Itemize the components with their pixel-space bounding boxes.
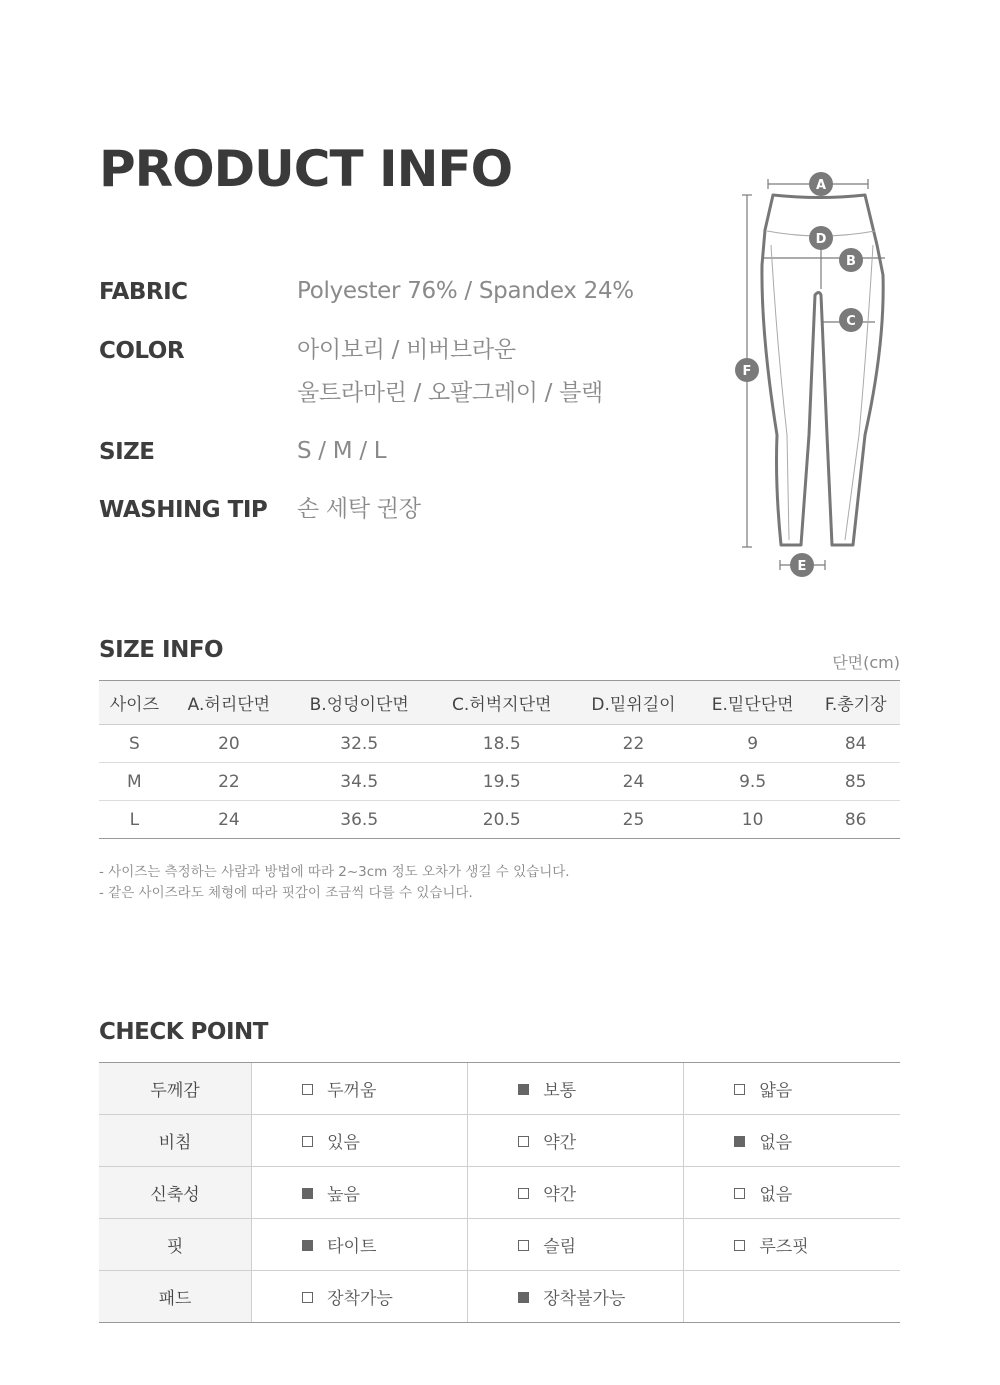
table-row (99, 801, 900, 839)
check-option-label: 없음 (759, 1185, 793, 1205)
size-cell: 9 (694, 725, 811, 763)
check-option-label: 보통 (543, 1081, 577, 1101)
size-column-header: E.밑단단면 (694, 681, 811, 725)
check-option (684, 1271, 900, 1323)
check-option-label: 약간 (543, 1133, 577, 1153)
checked-box-icon (302, 1240, 313, 1251)
check-category: 핏 (99, 1219, 252, 1271)
table-row (99, 763, 900, 801)
size-cell: 24 (170, 801, 288, 839)
check-category: 비침 (99, 1115, 252, 1167)
page-title: PRODUCT INFO (99, 140, 513, 198)
washing-label: WASHING TIP (99, 497, 268, 523)
unchecked-box-icon (302, 1084, 313, 1095)
table-row (99, 1219, 900, 1271)
check-option (684, 1219, 900, 1271)
unchecked-box-icon (734, 1188, 745, 1199)
marker-d-label: D (815, 232, 827, 247)
checked-box-icon (518, 1292, 529, 1303)
unchecked-box-icon (518, 1136, 529, 1147)
table-row (99, 1167, 900, 1219)
table-row (99, 1115, 900, 1167)
size-cell: 22 (170, 763, 288, 801)
check-option (252, 1115, 468, 1167)
check-option (468, 1115, 684, 1167)
check-option (684, 1115, 900, 1167)
check-point-body (99, 1063, 900, 1323)
size-column-header: D.밑위길이 (573, 681, 694, 725)
check-option (252, 1063, 468, 1115)
size-cell: 84 (811, 725, 900, 763)
color-label: COLOR (99, 338, 185, 364)
size-notes (99, 862, 570, 904)
check-option (252, 1167, 468, 1219)
washing-value: 손 세탁 권장 (297, 496, 421, 522)
unchecked-box-icon (518, 1188, 529, 1199)
size-cell: 85 (811, 763, 900, 801)
check-option-label: 있음 (327, 1133, 360, 1153)
check-option (252, 1219, 468, 1271)
unchecked-box-icon (302, 1292, 313, 1303)
size-unit: 단면(cm) (832, 653, 900, 672)
check-option (252, 1271, 468, 1323)
size-note: - 같은 사이즈라도 체형에 따라 핏감이 조금씩 다를 수 있습니다. (99, 885, 473, 901)
unchecked-box-icon (734, 1240, 745, 1251)
table-row (99, 1271, 900, 1323)
color-line-2: 울트라마린 / 오팔그레이 / 블랙 (297, 380, 603, 406)
size-column-header: A.허리단면 (170, 681, 288, 725)
size-cell: L (99, 801, 170, 839)
size-cell: 22 (573, 725, 694, 763)
marker-f-label: F (742, 364, 752, 379)
check-option-label: 얇음 (759, 1081, 793, 1101)
color-row (99, 338, 659, 415)
size-label: SIZE (99, 439, 155, 465)
size-column-header: B.엉덩이단면 (288, 681, 430, 725)
check-option (684, 1063, 900, 1115)
marker-c-label: C (846, 314, 856, 329)
check-option (468, 1271, 684, 1323)
size-info-title: SIZE INFO (99, 637, 224, 663)
unchecked-box-icon (302, 1136, 313, 1147)
size-column-header: C.허벅지단면 (430, 681, 573, 725)
check-option-label: 두꺼움 (327, 1081, 377, 1101)
check-category: 패드 (99, 1271, 252, 1323)
size-cell: 20.5 (430, 801, 573, 839)
check-option (468, 1167, 684, 1219)
check-category: 두께감 (99, 1063, 252, 1115)
size-column-header: 사이즈 (99, 681, 170, 725)
size-row (99, 439, 659, 473)
washing-row (99, 497, 659, 531)
color-value (297, 329, 603, 415)
size-value: S / M / L (297, 438, 387, 464)
size-cell: 36.5 (288, 801, 430, 839)
checked-box-icon (302, 1188, 313, 1199)
table-row (99, 725, 900, 763)
check-option-label: 장착불가능 (543, 1289, 626, 1309)
size-cell: 20 (170, 725, 288, 763)
check-option (684, 1167, 900, 1219)
size-cell: 9.5 (694, 763, 811, 801)
size-cell: 86 (811, 801, 900, 839)
check-option-label: 타이트 (327, 1237, 377, 1257)
check-option (468, 1219, 684, 1271)
size-cell: M (99, 763, 170, 801)
table-row (99, 1063, 900, 1115)
check-option-label: 슬림 (543, 1237, 577, 1257)
check-option-label: 약간 (543, 1185, 577, 1205)
check-option-label: 루즈핏 (759, 1237, 809, 1257)
unchecked-box-icon (518, 1240, 529, 1251)
check-category: 신축성 (99, 1167, 252, 1219)
size-cell: 24 (573, 763, 694, 801)
size-cell: 10 (694, 801, 811, 839)
size-table-header (99, 681, 900, 725)
check-option-label: 높음 (327, 1185, 360, 1205)
checked-box-icon (518, 1084, 529, 1095)
size-note: - 사이즈는 측정하는 사람과 방법에 따라 2~3cm 정도 오차가 생길 수 있습니다. (99, 864, 570, 880)
size-cell: 18.5 (430, 725, 573, 763)
marker-b-label: B (846, 254, 856, 269)
fabric-row (99, 279, 659, 313)
leggings-diagram (725, 165, 900, 585)
unchecked-box-icon (734, 1084, 745, 1095)
fabric-label: FABRIC (99, 279, 188, 305)
check-option-label: 장착가능 (327, 1289, 393, 1309)
checked-box-icon (734, 1136, 745, 1147)
marker-e-label: E (797, 559, 807, 574)
check-option-label: 없음 (759, 1133, 793, 1153)
marker-a-label: A (815, 178, 827, 193)
fabric-value: Polyester 76% / Spandex 24% (297, 278, 634, 304)
size-table (99, 680, 900, 839)
size-table-body (99, 725, 900, 839)
size-column-header: F.총기장 (811, 681, 900, 725)
check-option (468, 1063, 684, 1115)
size-cell: 34.5 (288, 763, 430, 801)
size-cell: 25 (573, 801, 694, 839)
size-cell: 19.5 (430, 763, 573, 801)
color-line-1: 아이보리 / 비버브라운 (297, 337, 516, 363)
size-cell: S (99, 725, 170, 763)
size-cell: 32.5 (288, 725, 430, 763)
check-point-title: CHECK POINT (99, 1019, 268, 1045)
check-point-table (99, 1062, 900, 1323)
